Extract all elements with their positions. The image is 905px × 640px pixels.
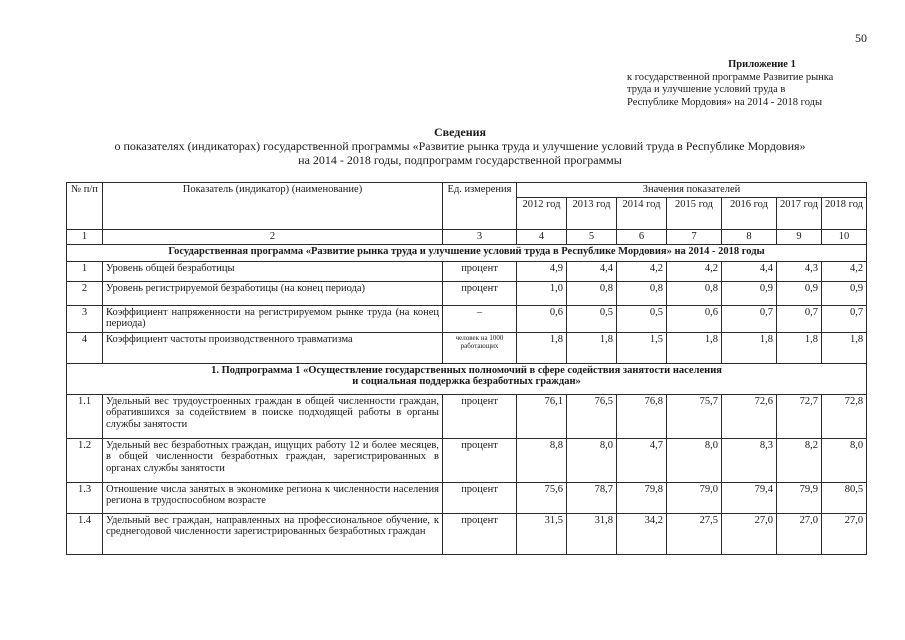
row-num: 1.4 [67,513,103,554]
indicators-table [66,182,867,555]
row-value: 1,8 [567,332,617,363]
row-value: 79,4 [722,482,777,513]
row-value: 72,6 [722,394,777,438]
row-value: 72,8 [822,394,867,438]
row-value: 0,9 [722,281,777,305]
table-row [67,281,867,305]
column-number: 5 [567,229,617,244]
row-value: 27,0 [822,513,867,554]
row-unit: процент [443,482,517,513]
header-values: Значения показателей [517,183,867,198]
row-value: 8,3 [722,438,777,482]
row-indicator: Удельный вес граждан, направленных на профессиональное обучение, к среднегодовой численности зарегистрированных безработных граждан [103,513,443,554]
row-value: 27,0 [777,513,822,554]
header-num: № п/п [67,183,103,230]
row-unit: процент [443,438,517,482]
row-value: 1,8 [822,332,867,363]
row-indicator: Коэффициент частоты производственного травматизма [103,332,443,363]
column-number-row [67,229,867,244]
row-value: 75,7 [667,394,722,438]
row-value: 0,8 [567,281,617,305]
column-number: 8 [722,229,777,244]
column-number: 6 [617,229,667,244]
row-value: 1,5 [617,332,667,363]
row-value: 0,8 [617,281,667,305]
row-value: 4,2 [822,261,867,281]
column-number: 2 [103,229,443,244]
row-value: 4,2 [667,261,722,281]
row-value: 8,0 [667,438,722,482]
row-value: 4,4 [567,261,617,281]
table-row [67,394,867,438]
row-value: 80,5 [822,482,867,513]
section-program: Государственная программа «Развитие рынка труда и улучшение условий труда в Республике Мордовия» на 2014 - 2018 годы [67,244,867,261]
table-row [67,261,867,281]
row-indicator: Уровень регистрируемой безработицы (на конец периода) [103,281,443,305]
row-value: 8,2 [777,438,822,482]
row-value: 4,9 [517,261,567,281]
row-value: 31,5 [517,513,567,554]
row-value: 0,7 [722,305,777,332]
row-value: 72,7 [777,394,822,438]
header-year: 2015 год [667,197,722,229]
column-number: 9 [777,229,822,244]
row-value: 76,8 [617,394,667,438]
column-number: 1 [67,229,103,244]
row-indicator: Уровень общей безработицы [103,261,443,281]
row-unit: процент [443,513,517,554]
row-value: 0,6 [667,305,722,332]
column-number: 3 [443,229,517,244]
row-value: 1,8 [517,332,567,363]
header-year: 2017 год [777,197,822,229]
title-heading: Сведения [433,125,487,139]
row-value: 1,8 [722,332,777,363]
row-value: 75,6 [517,482,567,513]
row-value: 0,7 [822,305,867,332]
table-row [67,482,867,513]
table-row [67,513,867,554]
row-value: 27,5 [667,513,722,554]
row-num: 2 [67,281,103,305]
row-value: 8,0 [822,438,867,482]
row-num: 4 [67,332,103,363]
table-row [67,438,867,482]
document-title [60,125,860,167]
row-value: 1,8 [777,332,822,363]
column-number: 4 [517,229,567,244]
row-value: 8,0 [567,438,617,482]
row-value: 0,5 [567,305,617,332]
table-row [67,305,867,332]
header-indicator: Показатель (индикатор) (наименование) [103,183,443,230]
row-unit: – [443,305,517,332]
appendix-line: к государственной программе Развитие рынка [627,71,834,83]
section-line: 1. Подпрограмма 1 «Осуществление государственных полномочий в сфере содействия занятости населения [211,364,722,376]
row-value: 27,0 [722,513,777,554]
row-value: 1,0 [517,281,567,305]
row-value: 4,2 [617,261,667,281]
column-number: 7 [667,229,722,244]
header-year: 2016 год [722,197,777,229]
row-value: 76,5 [567,394,617,438]
appendix-block [627,59,887,109]
row-value: 34,2 [617,513,667,554]
row-indicator: Удельный вес безработных граждан, ищущих работу 12 и более месяцев, в общей численности безработных граждан, зарегистрированных в органах службы занятости [103,438,443,482]
column-number: 10 [822,229,867,244]
row-indicator: Коэффициент напряженности на регистрируемом рынке труда (на конец периода) [103,305,443,332]
row-indicator: Отношение числа занятых в экономике региона к численности населения региона в трудоспособном возрасте [103,482,443,513]
row-value: 0,5 [617,305,667,332]
header-year: 2018 год [822,197,867,229]
row-value: 0,9 [777,281,822,305]
row-num: 3 [67,305,103,332]
row-value: 78,7 [567,482,617,513]
page-number: 50 [855,31,867,45]
row-value: 0,6 [517,305,567,332]
row-value: 76,1 [517,394,567,438]
row-unit: процент [443,281,517,305]
row-value: 4,7 [617,438,667,482]
row-value: 79,9 [777,482,822,513]
row-num: 1 [67,261,103,281]
row-num: 1.2 [67,438,103,482]
table-row [67,332,867,363]
row-value: 4,4 [722,261,777,281]
header-year: 2012 год [517,197,567,229]
title-line: на 2014 - 2018 годы, подпрограмм государственной программы [298,153,622,167]
row-value: 0,7 [777,305,822,332]
row-unit: процент [443,394,517,438]
row-unit: человек на 1000 работающих [443,332,517,363]
row-value: 31,8 [567,513,617,554]
header-year: 2014 год [617,197,667,229]
appendix-line: труда и улучшение условий труда в [627,84,786,96]
section-line: и социальная поддержка безработных граждан» [352,376,581,388]
row-value: 1,8 [667,332,722,363]
row-value: 0,8 [667,281,722,305]
row-value: 8,8 [517,438,567,482]
header-unit: Ед. измерения [443,183,517,230]
row-num: 1.1 [67,394,103,438]
row-value: 4,3 [777,261,822,281]
section-subprogram-1 [67,363,867,394]
appendix-line: Республике Мордовия» на 2014 - 2018 годы [627,96,823,108]
row-value: 79,0 [667,482,722,513]
row-num: 1.3 [67,482,103,513]
row-value: 79,8 [617,482,667,513]
appendix-heading: Приложение 1 [728,59,796,70]
header-year: 2013 год [567,197,617,229]
row-indicator: Удельный вес трудоустроенных граждан в общей численности граждан, обратившихся за содействием в поиске подходящей работы в органы службы занятости [103,394,443,438]
row-unit: процент [443,261,517,281]
row-value: 0,9 [822,281,867,305]
title-line: о показателях (индикаторах) государственной программы «Развитие рынка труда и улучшение условий труда в Республике Мордовия» [114,139,806,153]
